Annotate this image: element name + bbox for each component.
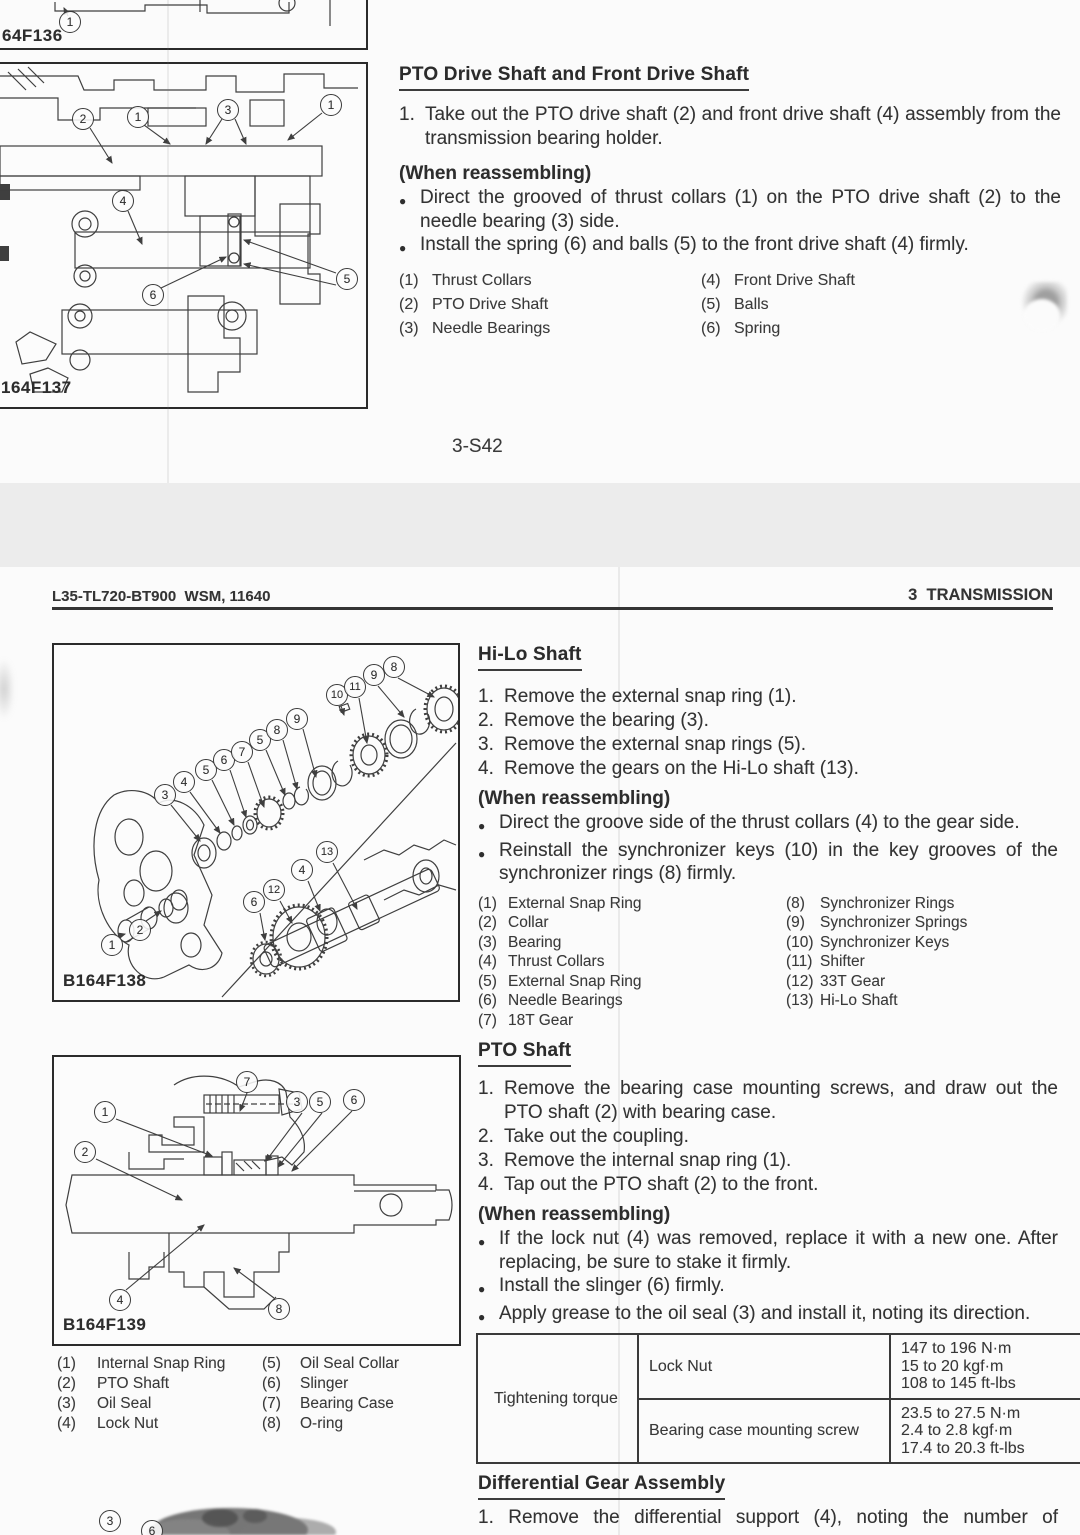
step-number: 2. (478, 1126, 494, 1147)
part-number: (13) (786, 992, 814, 1009)
part-number: (11) (786, 953, 813, 970)
step (399, 103, 1061, 151)
part-name: Oil Seal (97, 1395, 152, 1412)
part-name: Slinger (300, 1375, 349, 1392)
callout-8: 8 (266, 719, 288, 741)
part-name: Hi-Lo Shaft (820, 992, 898, 1009)
part-number: (9) (786, 914, 805, 931)
part-name: PTO Shaft (97, 1375, 170, 1392)
figure-partial-bottom (70, 1492, 430, 1535)
part-name: Thrust Collars (432, 271, 532, 289)
figure-label: 64F136 (2, 26, 63, 45)
bullet-item (478, 1302, 1058, 1330)
header-rule (52, 607, 1053, 610)
pto-drive-shaft-section (399, 64, 1061, 341)
bullet-text: Direct the groove side of the thrust collars (4) to the gear side. (499, 812, 1020, 833)
part-number: (6) (262, 1375, 281, 1392)
torque-row-header: Tightening torque (477, 1334, 638, 1463)
step (478, 1125, 1058, 1149)
reassembling-label: (When reassembling) (478, 1204, 671, 1225)
figure-b164f139 (52, 1055, 461, 1346)
part-number: (12) (786, 972, 814, 990)
callout-6: 6 (343, 1089, 365, 1111)
differential-gear-title: Differential Gear Assembly (478, 1473, 725, 1500)
callout-5: 5 (195, 759, 217, 781)
part-name: Thrust Collars (508, 953, 605, 970)
part-name: Synchronizer Keys (820, 933, 950, 951)
callout-1: 1 (101, 934, 123, 956)
step (478, 709, 1058, 733)
part-number: (5) (478, 972, 497, 990)
figure-label: B164F138 (63, 971, 147, 990)
step-number: 3. (478, 1150, 494, 1171)
section-title: PTO Drive Shaft and Front Drive Shaft (399, 64, 749, 91)
part-number: (7) (262, 1395, 281, 1412)
callout-12: 12 (263, 879, 285, 901)
part-name: Oil Seal Collar (300, 1355, 400, 1372)
part-name: External Snap Ring (508, 894, 642, 912)
torque-value: 23.5 to 27.5 N·m (901, 1404, 1021, 1422)
part-number: (1) (57, 1355, 76, 1372)
bullet-item (478, 1274, 1058, 1302)
part-number: (8) (262, 1415, 281, 1432)
bullet-item (478, 811, 1058, 839)
step-text: Tap out the PTO shaft (2) to the front. (504, 1174, 819, 1195)
figure-label: 164F137 (1, 378, 72, 397)
callout-7: 7 (236, 1071, 258, 1093)
bullet-item (399, 186, 1061, 233)
step-text: Remove the internal snap ring (1). (504, 1150, 792, 1171)
part-number: (1) (399, 271, 419, 289)
step (478, 733, 1058, 757)
pto-shaft-parts-list (57, 1354, 457, 1434)
part-number: (2) (478, 914, 497, 931)
page-separator-band (0, 483, 1080, 567)
part-number: (2) (399, 295, 419, 313)
part-number: (3) (57, 1395, 76, 1412)
bullet-dot: ● (478, 819, 486, 833)
part-number: (5) (701, 295, 721, 313)
step-number: 4. (478, 758, 494, 779)
part-number: (6) (478, 992, 497, 1009)
callout-3: 3 (217, 99, 239, 121)
torque-value: 147 to 196 N·m (901, 1340, 1012, 1357)
bullet-text: Install the spring (6) and balls (5) to the front drive shaft (4) firmly. (420, 234, 969, 255)
part-name: Lock Nut (97, 1415, 159, 1432)
part-name: Synchronizer Springs (820, 914, 968, 931)
step (478, 1149, 1058, 1173)
hilo-parts-list (478, 894, 1058, 1031)
scan-smudge (0, 658, 14, 720)
part-name: Balls (734, 295, 769, 313)
page2-right-column (478, 641, 1058, 1530)
torque-value: 17.4 to 20.3 ft-lbs (901, 1439, 1025, 1457)
header-left: L35-TL720-BT900 WSM, 11640 (52, 588, 271, 605)
step-number: 1. (399, 104, 415, 125)
tightening-torque-table (476, 1333, 1080, 1464)
torque-item: Bearing case mounting screw (638, 1399, 890, 1464)
step-text: Remove the bearing case mounting screws, and draw out the PTO shaft (2) with bearing case. (504, 1078, 1058, 1123)
part-name: Bearing Case (300, 1395, 394, 1412)
page-curl-artifact (1015, 282, 1067, 334)
callout-9b: 9 (363, 664, 385, 686)
part-name: PTO Drive Shaft (432, 295, 549, 313)
callout-13: 13 (316, 841, 338, 863)
callout-11: 11 (344, 676, 366, 698)
scan-fold-line (167, 0, 169, 483)
hilo-shaft-title: Hi-Lo Shaft (478, 644, 582, 671)
callout-1: 1 (127, 106, 149, 128)
bullet-text: Reinstall the synchronizer keys (10) in the key grooves of the synchronizer rings (8) firmly. (499, 839, 1058, 884)
step (478, 757, 1058, 781)
callout-1: 1 (59, 11, 81, 33)
reassembling-label: (When reassembling) (399, 163, 592, 184)
part-name: Needle Bearings (432, 319, 551, 337)
part-name: 18T Gear (508, 1011, 574, 1029)
step-number: 1. (478, 1078, 494, 1099)
callout-4: 4 (173, 771, 195, 793)
bullet-dot: ● (478, 1282, 486, 1296)
bullet-dot: ● (399, 241, 407, 255)
part-number: (4) (478, 953, 497, 970)
bullet-text: Direct the grooved of thrust collars (1) on the PTO drive shaft (2) to the needle bearing (3) side. (420, 187, 1061, 232)
part-number: (7) (478, 1011, 497, 1029)
step-text: Remove the bearing (3). (504, 710, 709, 731)
figure-164f137 (0, 62, 368, 409)
callout-3: 3 (154, 784, 176, 806)
part-name: Spring (734, 319, 781, 337)
step-text: Take out the PTO drive shaft (2) and front drive shaft (4) assembly from the transmission bearing holder. (425, 104, 1061, 149)
callout-1: 1 (94, 1101, 116, 1123)
part-number: (1) (478, 894, 497, 912)
part-name: Shifter (820, 953, 865, 970)
torque-values (890, 1334, 1080, 1399)
part-number: (3) (478, 933, 497, 951)
bullet-text: If the lock nut (4) was removed, replace it with a new one. After replacing, be sure to stake it firmly. (499, 1228, 1058, 1273)
bullet-item (399, 233, 1061, 261)
header-right: 3 TRANSMISSION (908, 586, 1053, 604)
step-text: Remove the external snap ring (1). (504, 686, 797, 707)
step-text: Remove the gears on the Hi-Lo shaft (13). (504, 758, 859, 779)
part-name: External Snap Ring (508, 972, 642, 990)
part-number: (3) (399, 319, 419, 337)
step (478, 1173, 1058, 1197)
callout-4: 4 (109, 1289, 131, 1311)
part-number: (4) (701, 271, 721, 289)
bullet-dot: ● (399, 194, 407, 208)
callout-2: 2 (129, 919, 151, 941)
callout-6: 6 (141, 1520, 163, 1535)
callout-6b: 6 (243, 891, 265, 913)
torque-value: 2.4 to 2.8 kgf·m (901, 1422, 1013, 1439)
callout-2: 2 (74, 1141, 96, 1163)
callout-4b: 4 (291, 859, 313, 881)
figure-164f136 (0, 0, 368, 50)
callout-9: 9 (286, 708, 308, 730)
callout-6: 6 (213, 749, 235, 771)
part-number: (6) (701, 319, 721, 337)
part-name: Front Drive Shaft (734, 271, 855, 289)
callout-3: 3 (99, 1510, 121, 1532)
bullet-text: Apply grease to the oil seal (3) and install it, noting its direction. (499, 1302, 1031, 1324)
step-number: 4. (478, 1174, 494, 1195)
step-number: 2. (478, 710, 494, 731)
callout-2: 2 (72, 108, 94, 130)
callout-5: 5 (336, 268, 358, 290)
part-number: (4) (57, 1415, 76, 1432)
figure-label: B164F139 (63, 1315, 147, 1334)
callout-3: 3 (286, 1091, 308, 1113)
bullet-item (478, 1227, 1058, 1274)
part-name: Synchronizer Rings (820, 894, 955, 912)
bullet-item (478, 839, 1058, 886)
torque-value: 108 to 145 ft-lbs (901, 1375, 1016, 1392)
callout-4: 4 (112, 190, 134, 212)
callout-7: 7 (231, 741, 253, 763)
callout-5b: 5 (249, 729, 271, 751)
callout-8b: 8 (383, 656, 405, 678)
bullet-text: Install the slinger (6) firmly. (499, 1275, 725, 1296)
step (478, 1077, 1058, 1125)
torque-item: Lock Nut (638, 1334, 890, 1399)
step-number: 1. (478, 686, 494, 707)
part-name: 33T Gear (820, 972, 886, 990)
table-row (477, 1334, 1080, 1399)
part-name: Collar (508, 914, 549, 931)
part-number: (2) (57, 1375, 76, 1392)
bullet-dot: ● (478, 846, 486, 861)
figure-b164f138 (52, 643, 460, 1002)
part-number: (8) (786, 894, 805, 912)
part-name: Needle Bearings (508, 992, 623, 1009)
part-number: (10) (786, 933, 814, 951)
torque-values (890, 1399, 1080, 1464)
part-name: O-ring (300, 1415, 344, 1432)
torque-value: 15 to 20 kgf·m (901, 1357, 1004, 1375)
pto-shaft-title: PTO Shaft (478, 1040, 571, 1067)
parts-list (399, 269, 1061, 341)
step (478, 685, 1058, 709)
reassembling-label: (When reassembling) (478, 788, 671, 809)
part-number: (5) (262, 1355, 281, 1372)
callout-8: 8 (268, 1298, 290, 1320)
callout-1b: 1 (320, 94, 342, 116)
step-text: Take out the coupling. (504, 1126, 689, 1147)
photo-blob (70, 1492, 430, 1535)
part-name: Bearing (508, 933, 562, 951)
callout-10: 10 (326, 684, 348, 706)
partial-step-text: 1. Remove the differential support (4), noting the number of (478, 1507, 1058, 1528)
callout-5: 5 (309, 1091, 331, 1113)
bullet-dot: ● (478, 1235, 486, 1249)
figure-164f137-art (0, 64, 366, 407)
bullet-dot: ● (478, 1309, 486, 1324)
step-text: Remove the external snap rings (5). (504, 734, 807, 755)
part-name: Internal Snap Ring (97, 1355, 226, 1372)
page-number: 3-S42 (452, 436, 503, 457)
callout-6: 6 (142, 284, 164, 306)
step-number: 3. (478, 734, 494, 755)
